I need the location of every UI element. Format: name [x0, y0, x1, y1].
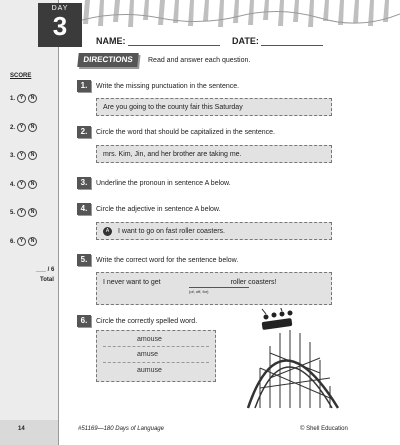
publisher: © Shell Education — [300, 426, 348, 432]
no-circle[interactable]: N — [28, 237, 37, 246]
no-circle[interactable]: N — [28, 94, 37, 103]
spelling-options-box — [96, 330, 216, 382]
answer-box-5[interactable] — [96, 272, 332, 305]
score-item-4 — [10, 180, 37, 189]
question-number-5: 5. — [77, 254, 91, 266]
question-number-2: 2. — [77, 126, 91, 138]
answer-box-1[interactable] — [96, 98, 332, 116]
score-title: SCORE — [10, 73, 32, 79]
answer-sentence-2: mrs. Kim, Jin, and her brother are taking me. — [103, 150, 242, 158]
answer-sentence-1: Are you going to the county fair this Saturday — [103, 103, 243, 111]
fill-in-blank[interactable] — [189, 287, 249, 288]
question-number-3: 3. — [77, 177, 91, 189]
fill-in-sentence-end: roller coasters! — [230, 279, 277, 286]
directions-text: Read and answer each question. — [148, 57, 251, 64]
score-item-6 — [10, 237, 37, 246]
score-column — [0, 0, 59, 445]
question-prompt-1: Write the missing punctuation in the sentence. — [96, 83, 240, 90]
answer-box-2[interactable] — [96, 145, 332, 163]
question-prompt-4: Circle the adjective in sentence A below. — [96, 206, 221, 213]
no-circle[interactable]: N — [28, 123, 37, 132]
roller-coaster-illustration — [240, 308, 345, 410]
day-number: 3 — [52, 11, 68, 41]
no-circle[interactable]: N — [28, 151, 37, 160]
spelling-option-2[interactable]: amuse — [137, 351, 159, 358]
divider — [103, 346, 209, 347]
score-total-label: Total — [40, 277, 54, 283]
score-number: 3. — [10, 152, 16, 159]
date-label: DATE: — [232, 36, 259, 46]
divider — [103, 362, 209, 363]
question-number-6: 6. — [77, 315, 91, 327]
score-item-3 — [10, 151, 37, 160]
day-badge — [38, 3, 82, 47]
question-number-1: 1. — [77, 80, 91, 92]
yes-circle[interactable]: Y — [17, 208, 26, 217]
score-item-1 — [10, 94, 37, 103]
score-item-5 — [10, 208, 37, 217]
yes-circle[interactable]: Y — [17, 180, 26, 189]
score-number: 6. — [10, 238, 16, 245]
question-prompt-2: Circle the word that should be capitalized in the sentence. — [96, 129, 275, 136]
page-number: 14 — [18, 426, 25, 432]
question-prompt-6: Circle the correctly spelled word. — [96, 318, 198, 325]
yes-circle[interactable]: Y — [17, 94, 26, 103]
question-number-4: 4. — [77, 203, 91, 215]
no-circle[interactable]: N — [28, 180, 37, 189]
fill-in-sentence-start: I never want to get — [103, 279, 161, 286]
name-label: NAME: — [96, 36, 126, 46]
name-field[interactable] — [128, 45, 220, 46]
footer-left-block — [0, 420, 58, 445]
spelling-option-3[interactable]: aumuse — [137, 367, 162, 374]
score-number: 2. — [10, 124, 16, 131]
score-item-2 — [10, 123, 37, 132]
directions-badge: DIRECTIONS — [77, 53, 138, 67]
question-prompt-3: Underline the pronoun in sentence A below. — [96, 180, 231, 187]
answer-sentence-4: I want to go on fast roller coasters. — [118, 227, 225, 235]
spelling-option-1[interactable]: amouse — [137, 336, 162, 343]
date-field[interactable] — [261, 45, 323, 46]
score-number: 4. — [10, 181, 16, 188]
sentence-a-marker: A — [103, 227, 112, 236]
day-label: DAY — [51, 5, 69, 12]
yes-circle[interactable]: Y — [17, 123, 26, 132]
question-prompt-5: Write the correct word for the sentence below. — [96, 257, 239, 264]
yes-circle[interactable]: Y — [17, 237, 26, 246]
score-total-fraction: ___ / 6 — [36, 267, 55, 273]
no-circle[interactable]: N — [28, 208, 37, 217]
book-title: #51169—180 Days of Language — [78, 426, 164, 432]
score-number: 5. — [10, 209, 16, 216]
answer-box-4[interactable] — [96, 222, 332, 240]
yes-circle[interactable]: Y — [17, 151, 26, 160]
word-choices-hint: (of, off, for) — [189, 289, 209, 294]
score-number: 1. — [10, 95, 16, 102]
